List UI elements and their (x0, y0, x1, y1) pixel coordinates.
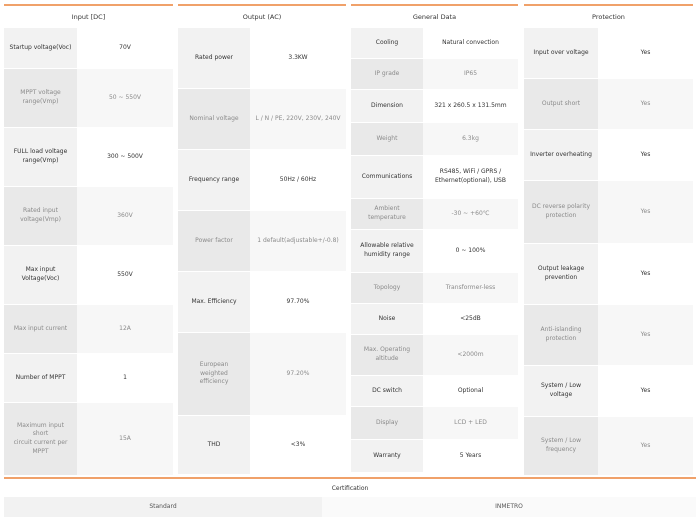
spec-value: <2000m (423, 335, 518, 375)
spec-label: Frequency range (178, 150, 250, 210)
spec-label: Dimension (351, 90, 423, 122)
spec-row (351, 28, 518, 58)
spec-value: L / N / PE, 220V, 230V, 240V (250, 89, 346, 149)
spec-value: <3% (250, 416, 346, 474)
spec-value: 5 Years (423, 440, 518, 472)
spec-row (351, 198, 518, 229)
spec-value: 15A (77, 403, 173, 475)
spec-label: System / Low frequency (524, 417, 598, 475)
spec-label: Output short (524, 79, 598, 129)
spec-label: Weight (351, 123, 423, 155)
spec-label: Allowable relative humidity range (351, 230, 423, 272)
spec-value: 97.20% (250, 333, 346, 415)
certification-label: Standard (4, 497, 322, 517)
spec-row (4, 127, 173, 186)
general-data-rows (351, 28, 518, 472)
spec-label: Number of MPPT (4, 354, 77, 402)
spec-label: Anti-islanding protection (524, 305, 598, 365)
spec-label: IP grade (351, 59, 423, 89)
spec-value: 50 ~ 550V (77, 69, 173, 127)
input-dc-title: Input [DC] (4, 4, 173, 28)
spec-label: Max input current (4, 305, 77, 353)
spec-label: Warranty (351, 440, 423, 472)
spec-value: Yes (598, 366, 693, 416)
spec-label: Display (351, 407, 423, 439)
spec-label: MPPT voltage range(Vmp) (4, 69, 77, 127)
spec-row (178, 210, 346, 271)
spec-value: Yes (598, 28, 693, 78)
certification-row (4, 497, 696, 517)
spec-value: 12A (77, 305, 173, 353)
spec-label: European weighted efficiency (178, 333, 250, 415)
spec-label: Rated input voltage(Vmp) (4, 187, 77, 245)
spec-label: Maximum input short circuit current per MPPT (4, 403, 77, 475)
spec-row (4, 28, 173, 68)
spec-value: Yes (598, 181, 693, 243)
spec-row (351, 122, 518, 155)
spec-row (178, 271, 346, 332)
output-ac-rows (178, 28, 346, 474)
spec-value: Yes (598, 130, 693, 180)
spec-row (351, 229, 518, 272)
spec-value: 3.3KW (250, 28, 346, 88)
spec-row (351, 375, 518, 406)
spec-label: Topology (351, 273, 423, 303)
spec-row (524, 365, 693, 416)
spec-value: 550V (77, 246, 173, 304)
spec-label: System / Low voltage (524, 366, 598, 416)
spec-label: Rated power (178, 28, 250, 88)
spec-value: Natural convection (423, 28, 518, 58)
spec-row (351, 303, 518, 334)
spec-row (4, 245, 173, 304)
spec-value: 321 x 260.5 x 131.5mm (423, 90, 518, 122)
spec-row (351, 155, 518, 198)
spec-label: Nominal voltage (178, 89, 250, 149)
spec-value: -30 ~ +60℃ (423, 199, 518, 229)
spec-row (524, 304, 693, 365)
spec-label: Max. Operating altitude (351, 335, 423, 375)
spec-value: Yes (598, 79, 693, 129)
spec-label: Max. Efficiency (178, 272, 250, 332)
spec-row (524, 243, 693, 304)
spec-row (351, 439, 518, 472)
spec-row (524, 180, 693, 243)
spec-row (4, 402, 173, 475)
spec-row (4, 68, 173, 127)
spec-label: Cooling (351, 28, 423, 58)
input-dc-panel (4, 4, 173, 475)
protection-title: Protection (524, 4, 693, 28)
spec-row (178, 28, 346, 88)
spec-value: 6.3kg (423, 123, 518, 155)
spec-row (4, 353, 173, 402)
spec-value: <25dB (423, 304, 518, 334)
spec-label: FULL load voltage range(Vmp) (4, 128, 77, 186)
spec-row (178, 415, 346, 474)
spec-row (178, 88, 346, 149)
spec-value: RS485, WiFi / GPRS / Ethernet(optional), USB (423, 156, 518, 198)
spec-row (524, 78, 693, 129)
input-dc-rows (4, 28, 173, 475)
spec-row (178, 149, 346, 210)
spec-value: 1 (77, 354, 173, 402)
spec-row (351, 89, 518, 122)
spec-value: Transformer-less (423, 273, 518, 303)
spec-label: Ambient temperature (351, 199, 423, 229)
output-ac-panel (178, 4, 346, 474)
certification-title: Certification (4, 477, 696, 497)
spec-value: 360V (77, 187, 173, 245)
protection-panel (524, 4, 693, 475)
spec-label: Inverter overheating (524, 130, 598, 180)
certification-section (4, 477, 696, 517)
spec-label: Communications (351, 156, 423, 198)
spec-label: Power factor (178, 211, 250, 271)
general-data-title: General Data (351, 4, 518, 28)
spec-value: Yes (598, 305, 693, 365)
spec-value: 70V (77, 28, 173, 68)
spec-label: DC switch (351, 376, 423, 406)
spec-row (524, 28, 693, 78)
spec-value: 1 default(adjustable+/-0.8) (250, 211, 346, 271)
output-ac-title: Output (AC) (178, 4, 346, 28)
spec-value: 97.70% (250, 272, 346, 332)
certification-value: INMETRO (322, 497, 696, 517)
spec-value: IP65 (423, 59, 518, 89)
spec-value: Yes (598, 417, 693, 475)
spec-row (351, 58, 518, 89)
spec-label: DC reverse polarity protection (524, 181, 598, 243)
spec-value: LCD + LED (423, 407, 518, 439)
spec-label: Output leakage prevention (524, 244, 598, 304)
protection-rows (524, 28, 693, 475)
spec-label: THD (178, 416, 250, 474)
spec-row (351, 334, 518, 375)
spec-label: Noise (351, 304, 423, 334)
spec-value: 300 ~ 500V (77, 128, 173, 186)
spec-label: Max input Voltage(Voc) (4, 246, 77, 304)
spec-row (524, 416, 693, 475)
spec-value: 0 ~ 100% (423, 230, 518, 272)
spec-row (178, 332, 346, 415)
general-data-panel (351, 4, 518, 472)
spec-row (4, 186, 173, 245)
spec-value: Optional (423, 376, 518, 406)
spec-row (351, 272, 518, 303)
spec-row (351, 406, 518, 439)
spec-value: Yes (598, 244, 693, 304)
spec-row (4, 304, 173, 353)
spec-label: Input over voltage (524, 28, 598, 78)
spec-row (524, 129, 693, 180)
spec-label: Startup voltage(Voc) (4, 28, 77, 68)
spec-value: 50Hz / 60Hz (250, 150, 346, 210)
